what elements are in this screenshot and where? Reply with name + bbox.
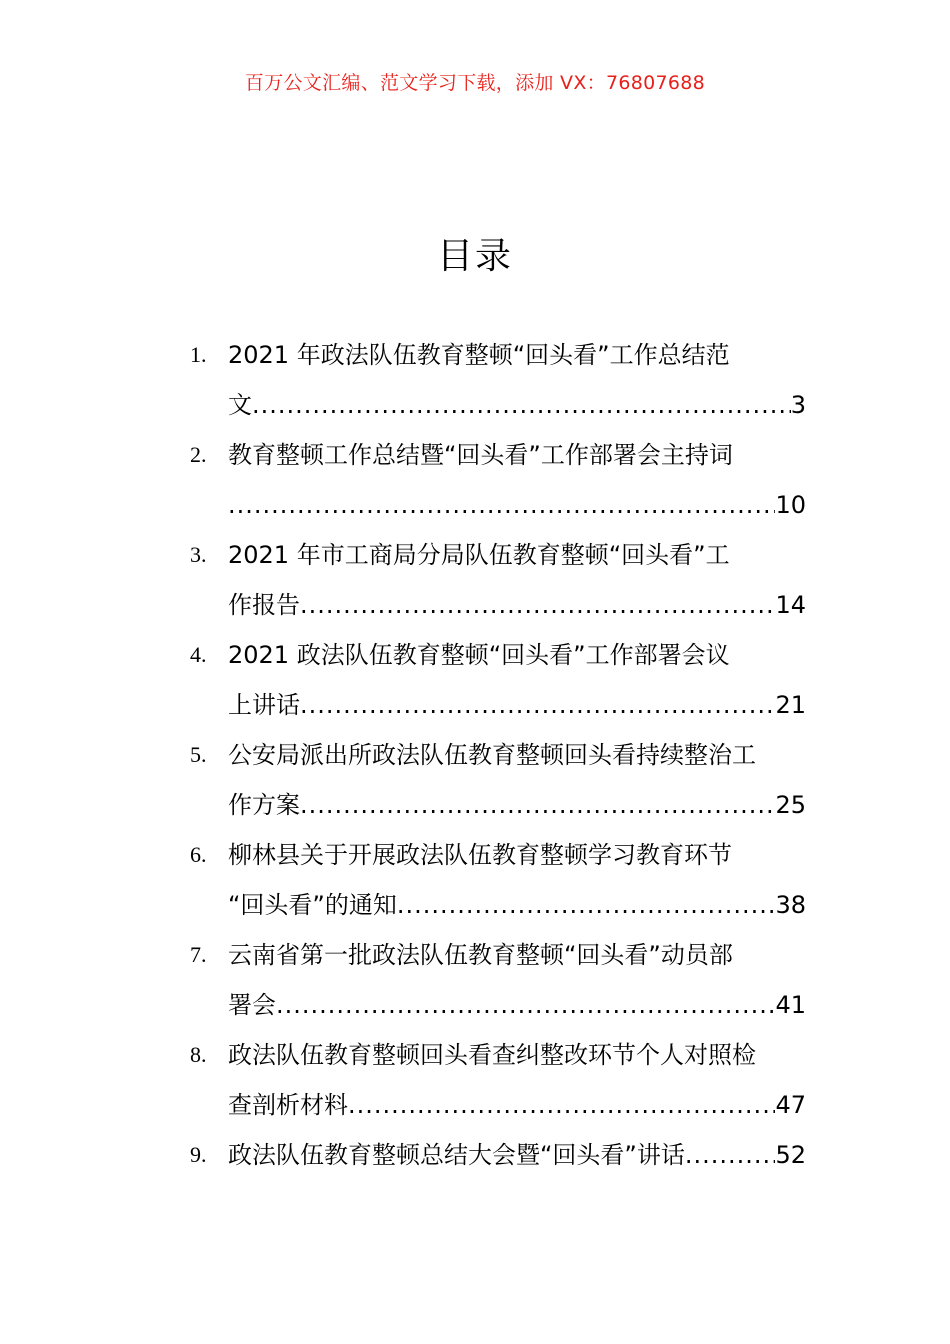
dot-leader <box>300 580 775 630</box>
toc-entry-number: 1. <box>190 342 207 367</box>
toc-entry-3[interactable] <box>190 530 806 630</box>
toc-page-number: 10 <box>775 491 806 519</box>
toc-entry-title-line: 署会 <box>228 991 276 1019</box>
dot-leader <box>300 680 775 730</box>
toc-entry-9[interactable] <box>190 1130 806 1180</box>
toc-entry-number: 6. <box>190 842 207 867</box>
dot-leader <box>276 980 775 1030</box>
dot-leader <box>300 780 775 830</box>
dot-leader <box>252 380 791 430</box>
toc-entry-number: 4. <box>190 642 207 667</box>
toc-entry-title-line: 政法队伍教育整顿回头看查纠整改环节个人对照检 <box>228 1041 756 1069</box>
toc-entry-title-line: 作方案 <box>228 791 300 819</box>
toc-entry-5[interactable] <box>190 730 806 830</box>
toc-page-number: 41 <box>775 991 806 1019</box>
toc-entry-title-line: 2021 年市工商局分局队伍教育整顿“回头看”工 <box>228 541 730 569</box>
toc-entry-2[interactable] <box>190 430 806 530</box>
toc-entry-title-line: 文 <box>228 391 252 419</box>
toc-entry-title-line: 云南省第一批政法队伍教育整顿“回头看”动员部 <box>228 941 733 969</box>
toc-entry-number: 5. <box>190 742 207 767</box>
toc-entry-6[interactable] <box>190 830 806 930</box>
toc-entry-7[interactable] <box>190 930 806 1030</box>
toc-page-number: 25 <box>775 791 806 819</box>
toc-entry-title-line: 2021 政法队伍教育整顿“回头看”工作部署会议 <box>228 641 730 669</box>
toc-entry-number: 3. <box>190 542 207 567</box>
toc-entry-number: 9. <box>190 1142 207 1167</box>
toc-entry-title-line: 2021 年政法队伍教育整顿“回头看”工作总结范 <box>228 341 730 369</box>
toc-entry-title-line: 政法队伍教育整顿总结大会暨“回头看”讲话 <box>228 1141 685 1169</box>
toc-entry-title-line: 作报告 <box>228 591 300 619</box>
toc-entry-4[interactable] <box>190 630 806 730</box>
toc-entry-number: 7. <box>190 942 207 967</box>
toc-page-number: 47 <box>775 1091 806 1119</box>
toc-entry-title-line: 公安局派出所政法队伍教育整顿回头看持续整治工 <box>228 741 756 769</box>
dot-leader <box>685 1130 776 1180</box>
table-of-contents <box>190 330 806 1180</box>
toc-entry-title-line: “回头看”的通知 <box>228 891 397 919</box>
toc-entry-number: 8. <box>190 1042 207 1067</box>
toc-page-number: 38 <box>775 891 806 919</box>
toc-entry-number: 2. <box>190 442 207 467</box>
toc-entry-title-line: 上讲话 <box>228 691 300 719</box>
dot-leader <box>228 480 775 530</box>
toc-page-number: 21 <box>775 691 806 719</box>
toc-page-number: 3 <box>790 391 806 419</box>
toc-entry-title-line: 柳林县关于开展政法队伍教育整顿学习教育环节 <box>228 841 732 869</box>
toc-page-number: 14 <box>775 591 806 619</box>
toc-entry-8[interactable] <box>190 1030 806 1130</box>
toc-entry-1[interactable] <box>190 330 806 430</box>
toc-page-number: 52 <box>775 1141 806 1169</box>
dot-leader <box>348 1080 775 1130</box>
dot-leader <box>397 880 776 930</box>
toc-entry-title-line: 查剖析材料 <box>228 1091 348 1119</box>
header-note: 百万公文汇编、范文学习下载，添加 VX：76807688 <box>244 72 706 94</box>
toc-entry-title-line: 教育整顿工作总结暨“回头看”工作部署会主持词 <box>228 441 733 469</box>
page-title: 目录 <box>436 236 513 277</box>
